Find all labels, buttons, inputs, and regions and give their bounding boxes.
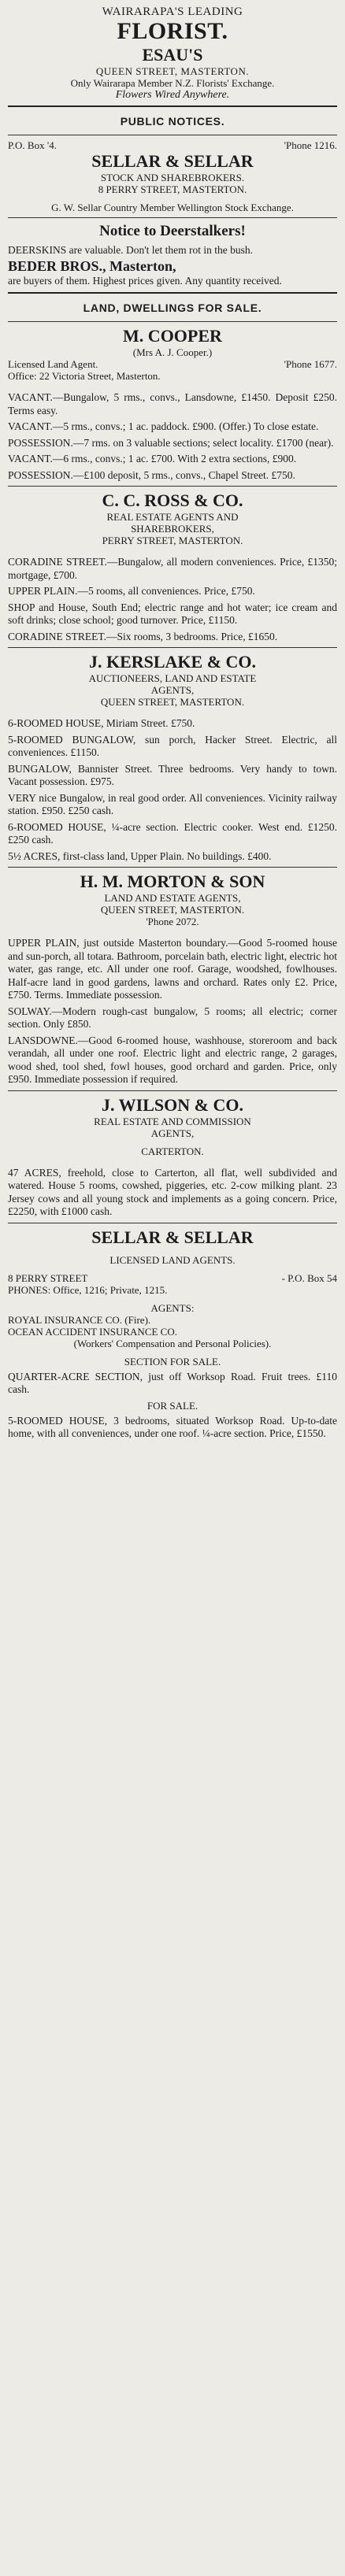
sellar-note: G. W. Sellar Country Member Wellington Stock Exchange. xyxy=(51,202,294,213)
listing-item: SOLWAY.—Modern rough-cast bungalow, 5 rooms; all electric; corner section. Only £850. xyxy=(8,1005,337,1030)
sellar2-address: 8 PERRY STREET xyxy=(8,1271,88,1284)
wilson-name: J. WILSON & CO. xyxy=(102,1094,243,1115)
sellar-name: SELLAR & SELLAR xyxy=(91,151,254,171)
morton-phone: 'Phone 2072. xyxy=(146,916,199,927)
sellar-address: 8 PERRY STREET, MASTERTON. xyxy=(98,183,247,195)
listing-item: 47 ACRES, freehold, close to Carterton, all flat, well subdivided and watered. House 5 rooms, cowshed, piggeries, etc. 2-cow milking plant. 23 Jersey cows and all young stock and implements as a going concern. Price, £2250, with £1000 cash. xyxy=(8,1166,337,1217)
cooper-sub: (Mrs A. J. Cooper.) xyxy=(132,346,213,358)
listing-item: UPPER PLAIN.—5 rooms, all conveniences. Price, £750. xyxy=(8,585,255,597)
sellar2-agents: AGENTS: xyxy=(150,1301,195,1314)
listing-item: CORADINE STREET.—Six rooms, 3 bedrooms. Price, £1650. xyxy=(8,630,278,642)
kerslake-sub1: AUCTIONEERS, LAND AND ESTATE xyxy=(88,672,257,684)
wilson-address: CARTERTON. xyxy=(141,1145,204,1157)
deerstalkers-ad xyxy=(8,222,337,287)
cooper-agent: Licensed Land Agent. xyxy=(8,358,98,370)
ross-sub2: SHAREBROKERS, xyxy=(131,523,214,535)
ross-address: PERRY STREET, MASTERTON. xyxy=(102,535,243,546)
florist-member: Only Wairarapa Member N.Z. Florists' Exchange. xyxy=(70,77,275,89)
listing-item: VACANT.—5 rms., convs.; 1 ac. paddock. £900. (Offer.) To close estate. xyxy=(8,420,319,432)
divider xyxy=(8,321,337,322)
divider xyxy=(8,486,337,487)
sellar2-section-title: SECTION FOR SALE. xyxy=(124,1355,221,1368)
wilson-sub1: REAL ESTATE AND COMMISSION xyxy=(94,1115,251,1127)
deerstalkers-name: BEDER BROS., Masterton, xyxy=(8,257,176,274)
wilson-ad xyxy=(8,1095,337,1219)
sellar2-ocean: OCEAN ACCIDENT INSURANCE CO. xyxy=(8,1325,177,1338)
sellar2-po: - P.O. Box 54 xyxy=(281,1271,337,1284)
listing-item: 5-ROOMED HOUSE, 3 bedrooms, situated Worksop Road. Up-to-date home, with all conveniences, under one roof. ¼-acre section. Price, £1550. xyxy=(8,1414,337,1439)
sellar2-phones: PHONES: Office, 1216; Private, 1215. xyxy=(8,1283,168,1296)
kerslake-ad xyxy=(8,652,337,863)
kerslake-sub2: AGENTS, xyxy=(150,684,195,696)
wilson-sub2: AGENTS, xyxy=(150,1127,195,1139)
morton-sub1: LAND AND ESTATE AGENTS, xyxy=(104,892,241,904)
listing-item: 5½ ACRES, first-class land, Upper Plain. No buildings. £400. xyxy=(8,849,272,862)
listing-item: CORADINE STREET.—Bungalow, all modern conveniences. Price, £1350; mortgage, £700. xyxy=(8,556,337,581)
listing-item: SHOP and House, South End; electric range and hot water; ice cream and soft drinks; close school; good turnover. Price, £1150. xyxy=(8,601,337,626)
listing-item: VERY nice Bungalow, in real good order. All conveniences. Vicinity railway station. £950. £250 cash. xyxy=(8,791,337,816)
divider xyxy=(8,867,337,868)
florist-line1: WAIRARAPA'S LEADING xyxy=(102,6,243,18)
listing-item: QUARTER-ACRE SECTION, just off Worksop Road. Fruit trees. £110 cash. xyxy=(8,1370,337,1395)
divider xyxy=(8,647,337,648)
listing-item: POSSESSION.—£100 deposit, 5 rms., convs., Chapel Street. £750. xyxy=(8,468,295,481)
morton-sub2: QUEEN STREET, MASTERTON. xyxy=(100,904,245,916)
deerstalkers-text2: are buyers of them. Highest prices given. Any quantity received. xyxy=(8,274,282,287)
sellar2-forsale-title: FOR SALE. xyxy=(147,1399,198,1412)
divider xyxy=(8,1090,337,1091)
sellar2-sub: LICENSED LAND AGENTS. xyxy=(109,1253,236,1266)
cooper-ad xyxy=(8,326,337,482)
listing-item: LANSDOWNE.—Good 6-roomed house, washhouse, storeroom and back verandah, all under one roof. Electric light and electric range, 2 garages, wood shed, tool shed, fowl houses, good orchard and garden. Price, only £950. Immediate possession if required. xyxy=(8,1034,337,1085)
florist-address: QUEEN STREET, MASTERTON. xyxy=(95,65,250,77)
divider xyxy=(8,105,337,107)
sellar-sub: STOCK AND SHAREBROKERS. xyxy=(100,172,245,183)
sellar-stock-ad xyxy=(8,139,337,213)
listing-item: VACANT.—6 rms., convs.; 1 ac. £700. With 2 extra sections, £900. xyxy=(8,453,297,464)
listing-item: POSSESSION.—7 rms. on 3 valuable sections; select locality. £1700 (near). xyxy=(8,436,334,449)
sellar2-royal: ROYAL INSURANCE CO. (Fire). xyxy=(8,1313,151,1326)
cooper-office: Office: 22 Victoria Street, Masterton. xyxy=(8,370,161,382)
listing-item: UPPER PLAIN, just outside Masterton boundary.—Good 5-roomed house and sun-porch, all totara. Bathroom, porcelain bath, electric light, electric hot water, gas range, etc. All under one roof. Garage, woodshed, fowlhouses. Half-acre land in good gardens, lawns and orchard. Rates only £2. Price, £750. Terms. Immediate possession. xyxy=(8,937,337,1001)
morton-name: H. M. MORTON & SON xyxy=(80,872,265,891)
listing-item: BUNGALOW, Bannister Street. Three bedrooms. Very handy to town. Vacant possession. £975. xyxy=(8,762,337,787)
florist-title: FLORIST. xyxy=(117,18,228,44)
cooper-agent-row xyxy=(8,358,337,370)
land-heading: LAND, DWELLINGS FOR SALE. xyxy=(83,302,262,314)
newspaper-page xyxy=(8,0,337,1441)
ross-ad xyxy=(8,490,337,643)
sellar-land-ad xyxy=(8,1227,337,1441)
listing-item: 6-ROOMED HOUSE, Miriam Street. £750. xyxy=(8,717,195,729)
listing-item: 5-ROOMED BUNGALOW, sun porch, Hacker Street. Electric, all conveniences. £1150. xyxy=(8,733,337,758)
morton-ad xyxy=(8,872,337,1086)
listing-item: 6-ROOMED HOUSE, ¼-acre section. Electric cooker. West end. £1250. £250 cash. xyxy=(8,820,337,846)
florist-ad xyxy=(8,6,337,101)
ross-name: C. C. ROSS & CO. xyxy=(102,490,243,510)
sellar2-contact-row xyxy=(8,1272,337,1284)
cooper-name: M. COOPER xyxy=(123,326,222,346)
ross-sub1: REAL ESTATE AGENTS AND xyxy=(106,511,239,523)
kerslake-name: J. KERSLAKE & CO. xyxy=(88,652,257,672)
sellar2-workers: (Workers' Compensation and Personal Policies). xyxy=(73,1337,272,1349)
sellar2-name: SELLAR & SELLAR xyxy=(91,1227,254,1247)
florist-wired: Flowers Wired Anywhere. xyxy=(115,89,230,101)
sellar-phone: 'Phone 1216. xyxy=(284,139,337,151)
divider xyxy=(8,217,337,218)
kerslake-address: QUEEN STREET, MASTERTON. xyxy=(100,696,245,708)
divider xyxy=(8,292,337,294)
florist-esau: ESAU'S xyxy=(142,45,203,65)
sellar-po-box: P.O. Box '4. xyxy=(8,139,57,151)
sellar-contact-row xyxy=(8,139,337,151)
public-notices-heading: PUBLIC NOTICES. xyxy=(120,115,225,128)
deerstalkers-title: Notice to Deerstalkers! xyxy=(99,223,246,239)
deerstalkers-text1: DEERSKINS are valuable. Don't let them rot in the bush. xyxy=(8,244,254,256)
cooper-phone: 'Phone 1677. xyxy=(284,358,337,370)
listing-item: VACANT.—Bungalow, 5 rms., convs., Lansdowne, £1450. Deposit £250. Terms easy. xyxy=(8,391,337,416)
